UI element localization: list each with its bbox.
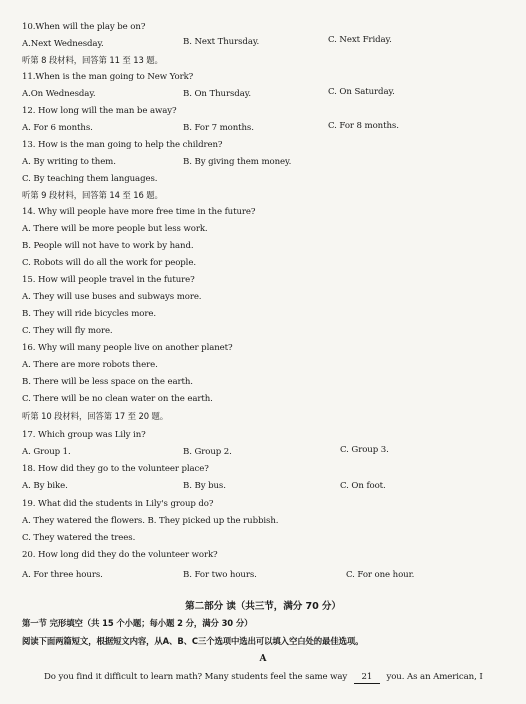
- q20-option-a: A. For three hours.: [22, 570, 103, 580]
- q13-option-b: B. By giving them money.: [183, 157, 292, 167]
- q17-option-a: A. Group 1.: [22, 447, 71, 457]
- q13-option-a: A. By writing to them.: [22, 157, 116, 167]
- q14-option-a: A. There will be more people but less work.: [22, 224, 208, 234]
- question-13: 13. How is the man going to help the children?: [22, 140, 223, 150]
- section-9-heading: 听第 9 段材料，回答第 14 至 16 题。: [22, 190, 163, 200]
- question-18: 18. How did they go to the volunteer place?: [22, 464, 209, 474]
- section-8-heading: 听第 8 段材料，回答第 11 至 13 题。: [22, 55, 163, 65]
- q15-option-b: B. They will ride bicycles more.: [22, 309, 156, 319]
- question-12: 12. How long will the man be away?: [22, 106, 177, 116]
- q13-option-c: C. By teaching them languages.: [22, 174, 158, 184]
- cloze-instructions: 阅读下面两篇短文，根据短文内容，从A、B、C三个选项中选出可以填入空白处的最佳选项。: [22, 636, 364, 646]
- q18-option-a: A. By bike.: [22, 481, 68, 491]
- passage-text-cont: you. As an American, I: [386, 672, 483, 682]
- section-10-heading: 听第 10 段材料，回答第 17 至 20 题。: [22, 411, 169, 421]
- question-16: 16. Why will many people live on another planet?: [22, 343, 233, 353]
- q12-option-a: A. For 6 months.: [22, 123, 93, 133]
- passage-line-1: [44, 672, 483, 684]
- question-14: 14. Why will people have more free time in the future?: [22, 207, 256, 217]
- q20-option-c: C. For one hour.: [346, 570, 415, 580]
- q14-option-c: C. Robots will do all the work for people.: [22, 258, 196, 268]
- part-2-heading: 第二部分 读（共三节，满分 70 分）: [185, 601, 341, 612]
- q16-option-a: A. There are more robots there.: [22, 360, 158, 370]
- q10-option-a: A.Next Wednesday.: [22, 39, 104, 49]
- q10-option-b: B. Next Thursday.: [183, 37, 260, 47]
- q18-option-b: B. By bus.: [183, 481, 226, 491]
- q17-option-c: C. Group 3.: [340, 445, 389, 455]
- q18-option-c: C. On foot.: [340, 481, 386, 491]
- q11-option-b: B. On Thursday.: [183, 89, 251, 99]
- q11-option-c: C. On Saturday.: [328, 87, 395, 97]
- q12-option-c: C. For 8 months.: [328, 121, 399, 131]
- question-19: 19. What did the students in Lily's group do?: [22, 499, 214, 509]
- q14-option-b: B. People will not have to work by hand.: [22, 241, 194, 251]
- question-10: 10.When will the play be on?: [22, 22, 146, 32]
- part-2-section-1-heading: 第一节 完形填空（共 15 个小题；每小题 2 分，满分 30 分）: [22, 618, 253, 628]
- question-15: 15. How will people travel in the future?: [22, 275, 195, 285]
- q10-option-c: C. Next Friday.: [328, 35, 392, 45]
- question-11: 11.When is the man going to New York?: [22, 72, 194, 82]
- q16-option-c: C. There will be no clean water on the earth.: [22, 394, 213, 404]
- question-20: 20. How long did they do the volunteer work?: [22, 550, 218, 560]
- q15-option-c: C. They will fly more.: [22, 326, 113, 336]
- passage-text-start: Do you find it difficult to learn math? Many students feel the same way: [44, 672, 348, 682]
- q17-option-b: B. Group 2.: [183, 447, 232, 457]
- q16-option-b: B. There will be less space on the earth.: [22, 377, 193, 387]
- q20-option-b: B. For two hours.: [183, 570, 257, 580]
- q19-option-ab: A. They watered the flowers. B. They picked up the rubbish.: [22, 516, 279, 526]
- q15-option-a: A. They will use buses and subways more.: [22, 292, 202, 302]
- passage-letter: A: [259, 654, 267, 664]
- q12-option-b: B. For 7 months.: [183, 123, 254, 133]
- q19-option-c: C. They watered the trees.: [22, 533, 136, 543]
- blank-21: 21: [354, 672, 380, 684]
- question-17: 17. Which group was Lily in?: [22, 430, 146, 440]
- q11-option-a: A.On Wednesday.: [22, 89, 96, 99]
